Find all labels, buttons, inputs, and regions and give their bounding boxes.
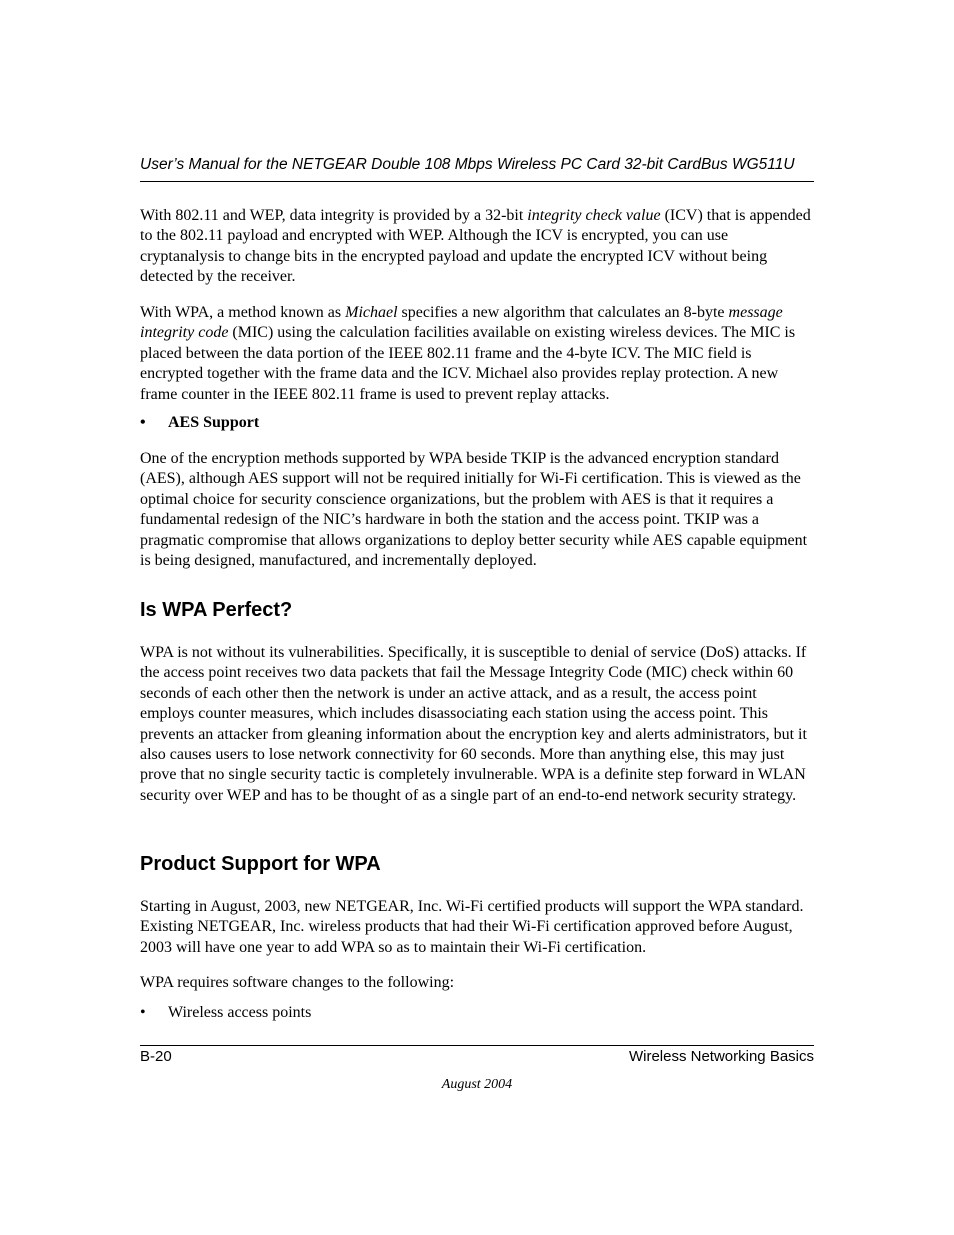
paragraph-aes: One of the encryption methods supported by WPA beside TKIP is the advanced encryption standard (AES), although AES support will not be required initially for Wi-Fi certification. This is viewed as the optimal choice for security conscience organizations, but the problem with AES is that it requires a fundamental redesign of the NIC’s hardware in both the station and the access point. TKIP was a pragmatic compromise that allows organizations to deploy better security while AES capable equipment is being designed, manufactured, and incrementally deployed. <box>140 450 808 570</box>
heading-is-wpa-perfect: Is WPA Perfect? <box>140 599 293 621</box>
term-michael: Michael <box>345 304 398 321</box>
footer-section-title: Wireless Networking Basics <box>628 1048 814 1065</box>
bullet-marker: • <box>140 1004 146 1021</box>
paragraph-data-integrity: With 802.11 and WEP, data integrity is provided by a 32-bit integrity check value (ICV) that is appended to the 802.11 payload and encrypted with WEP. Although the ICV is encrypted, you can use cryptanalysis to change bits in the encrypted payload and update the encrypted ICV without being detected by the receiver. <box>140 207 811 286</box>
term-message-integrity-code: message integrity code <box>140 304 783 342</box>
footer-divider <box>140 1045 814 1046</box>
paragraph-vulnerabilities: WPA is not without its vulnerabilities. Specifically, it is susceptible to denial of service (DoS) attacks. If the access point receives two data packets that fail the Message Integrity Code (MIC) check within 60 seconds of each other then the network is under an active attack, and as a result, the access point employs counter measures, which includes disassociating each station using the access point. This prevents an attacker from gleaning information about the encryption key and alerts administrators, but it also causes users to lose network connectivity for 60 seconds. More than anything else, this may just prove that no single security tactic is completely invulnerable. WPA is a definite step forward in WLAN security over WEP and has to be thought of as a single part of an end-to-end network security strategy. <box>140 644 807 804</box>
running-header: User’s Manual for the NETGEAR Double 108 Mbps Wireless PC Card 32-bit CardBus WG511U <box>140 155 814 182</box>
bullet-label: AES Support <box>168 414 260 431</box>
bullet-marker: • <box>140 414 146 431</box>
paragraph-michael: With WPA, a method known as Michael specifies a new algorithm that calculates an 8-byte message integrity code (MIC) using the calculation facilities available on existing wireless devices. The MIC is placed between the data portion of the IEEE 802.11 frame and the 4-byte ICV. The MIC field is encrypted together with the frame data and the ICV. Michael also provides replay protection. A new frame counter in the IEEE 802.11 frame is used to prevent replay attacks. <box>140 304 796 403</box>
page-number: B-20 <box>140 1048 172 1065</box>
paragraph-software-changes: WPA requires software changes to the following: <box>140 974 455 991</box>
bullet-label: Wireless access points <box>168 1004 312 1021</box>
term-integrity-check-value: integrity check value <box>527 207 661 224</box>
paragraph-product-support: Starting in August, 2003, new NETGEAR, Inc. Wi-Fi certified products will support the WPA standard. Existing NETGEAR, Inc. wireless products that had their Wi-Fi certification approved before August, 2003 will have one year to add WPA so as to maintain their Wi-Fi certification. <box>140 898 804 956</box>
publication-date: August 2004 <box>441 1077 513 1092</box>
heading-product-support: Product Support for WPA <box>140 853 381 875</box>
